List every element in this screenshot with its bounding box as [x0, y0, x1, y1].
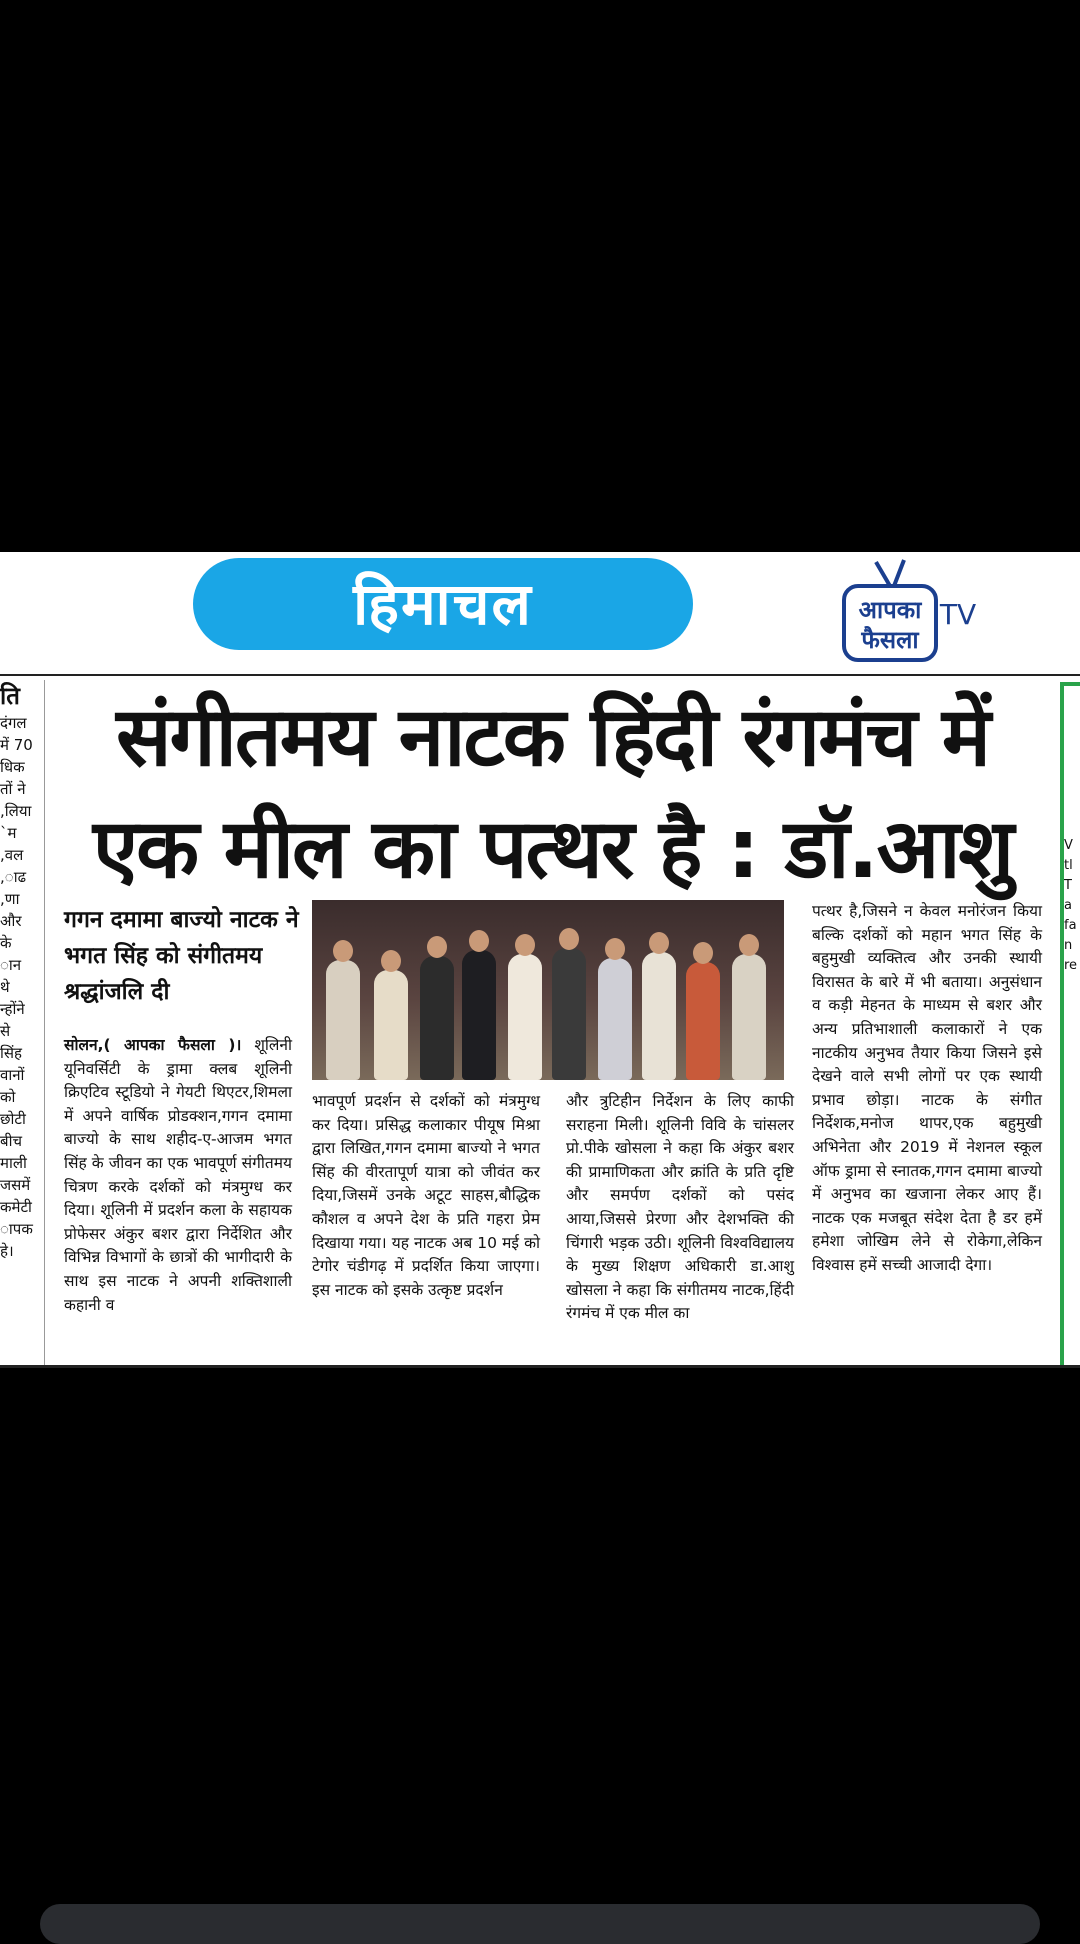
- gesture-bar[interactable]: [40, 1904, 1040, 1944]
- article-headline: संगीतमय नाटक हिंदी रंगमंच में एक मील का पत्थर है : डॉ.आशु: [92, 690, 1013, 897]
- article-column-2: भावपूर्ण प्रदर्शन से दर्शकों को मंत्रमुग्ध कर दिया। प्रसिद्ध कलाकार पीयूष मिश्रा द्वारा लिखित,गगन दमामा बाज्यो ने भगत सिंह की वीरतापूर्ण यात्रा को जीवंत कर दिया,जिसमें उनके अटूट साहस,बौद्धिक कौशल व अपने देश के प्रति गहरा प्रेम दिखाया गया। यह नाटक अब 10 मई को टेगोर चंडीगढ़ में प्रदर्शित किया जाएगा। इस नाटक को इसके उत्कृष्ट प्रदर्शन: [312, 1092, 540, 1299]
- left-fragment-line: म`: [0, 824, 17, 842]
- dateline: सोलन,( आपका फैसला )।: [64, 1036, 242, 1054]
- right-fragment-line: fa: [1064, 918, 1077, 933]
- left-fragment-line: धिक: [0, 758, 25, 776]
- aapka-faisla-tv-logo: [838, 552, 988, 672]
- left-fragment-line: सिंह: [0, 1044, 22, 1062]
- tv-logo-icon: [838, 552, 988, 672]
- right-fragment-line: re: [1064, 958, 1078, 973]
- left-fragment-line: वानों: [0, 1066, 25, 1084]
- left-fragment-line: ाढ,: [0, 868, 27, 886]
- right-edge-fragment: [1058, 682, 1080, 1368]
- right-fragment-line: n: [1064, 938, 1073, 953]
- left-fragment-line: न्होंने: [0, 1000, 25, 1018]
- article-column-4: पत्थर है,जिसने न केवल मनोरंजन किया बल्कि दर्शकों को महान भगत सिंह के बहुमुखी व्यक्तित्व और उनकी स्थायी विरासत के बारे में भी बताया। अनुसंधान व कड़ी मेहनत के माध्यम से बशर और अन्य प्रतिभाशाली कलाकारों ने एक नाटकीय अनुभव तैयार किया जिसने इसे देखने वाले सभी लोगों पर एक स्थायी प्रभाव छोड़ा। नाटक के संगीत निर्देशक,मनोज थापर,एक बहुमुखी अभिनेता और 2019 में नेशनल स्कूल ऑफ ड्रामा से स्नातक,गगन दमामा बाज्यो में अनुभव का खजाना लेकर आए हैं। नाटक एक मजबूत संदेश देता है डर हमें हमेशा जोखिम लेने से रोकेगा,लेकिन विश्वास हमें सच्ची आजादी देगा।: [812, 902, 1042, 1274]
- right-fragment-lines: [1064, 686, 1080, 1366]
- article-subhead: गगन दमामा बाज्यो नाटक ने भगत सिंह को संगीतमय श्रद्धांजलि दी: [64, 907, 299, 1005]
- left-fragment-line: तों ने: [0, 780, 26, 798]
- right-fragment-line: T: [1064, 878, 1072, 893]
- left-article-fragment: [0, 680, 42, 1368]
- left-fragment-line: से: [0, 1022, 11, 1040]
- column-1-text: शूलिनी यूनिवर्सिटी के ड्रामा क्लब शूलिनी क्रिएटिव स्टूडियो ने गेयटी थिएटर,शिमला में अपने वार्षिक प्रोडक्शन,गगन दमामा बाज्यो के साथ शहीद-ए-आजम भगत सिंह के जीवन का एक भावपूर्ण संगीतमय चित्रण करके दर्शकों को मंत्रमुग्ध कर दिया। शूलिनी में प्रदर्शन कला के सहायक प्रोफेसर अंकुर बशर द्वारा निर्देशित और विभिन्न विभागों के छात्रों की भागीदारी के साथ इस नाटक ने अपनी शक्तिशाली कहानी व: [64, 1036, 292, 1314]
- left-fragment-line: छोटी: [0, 1110, 26, 1128]
- left-fragment-line: ान: [0, 956, 22, 974]
- left-fragment-head: ति: [0, 682, 20, 710]
- left-fragment-line: दंगल: [0, 714, 27, 732]
- section-banner: हिमाचल: [193, 558, 693, 650]
- logo-line1: आपका: [858, 596, 922, 624]
- left-fragment-line: कमेटी: [0, 1198, 32, 1216]
- logo-tv: TV: [939, 598, 977, 631]
- left-fragment-line: बीच: [0, 1132, 22, 1150]
- right-fragment-line: tl: [1064, 858, 1073, 873]
- left-fragment-line: थे: [0, 978, 10, 996]
- left-fragment-line: जसमें: [0, 1176, 31, 1194]
- header-rule: [0, 674, 1080, 676]
- column-divider: [44, 680, 45, 1368]
- right-fragment-line: V: [1064, 838, 1073, 853]
- left-fragment-line: वल,: [0, 846, 24, 864]
- bottom-rule: [0, 1365, 1080, 1368]
- left-fragment-line: णा,: [0, 890, 20, 908]
- left-fragment-line: माली: [0, 1154, 27, 1172]
- left-fragment-lines: [0, 712, 42, 1262]
- left-fragment-line: और: [0, 912, 22, 930]
- newspaper-clipping: [0, 552, 1080, 1368]
- left-fragment-line: हे।: [0, 1242, 14, 1260]
- left-fragment-line: ापक: [0, 1220, 33, 1238]
- article-column-1: [64, 1034, 292, 1317]
- right-fragment-line: a: [1064, 898, 1072, 913]
- left-fragment-line: में 70: [0, 736, 33, 754]
- left-fragment-line: के: [0, 934, 12, 952]
- article-photo: [312, 900, 784, 1080]
- logo-line2: फैसला: [861, 626, 919, 654]
- left-fragment-line: लिया,: [0, 802, 32, 820]
- left-fragment-line: को: [0, 1088, 16, 1106]
- article-column-3: और त्रुटिहीन निर्देशन के लिए काफी सराहना मिली। शूलिनी विवि के चांसलर प्रो.पीके खोसला ने कहा कि अंकुर बशर की प्रामाणिकता और क्रांति के प्रति दृष्टि और समर्पण दर्शकों को पसंद आया,जिससे प्रेरणा और देशभक्ति की चिंगारी भड़क उठी। शूलिनी विश्वविद्यालय के मुख्य शिक्षण अधिकारी डा.आशु खोसला ने कहा कि संगीतमय नाटक,हिंदी रंगमंच में एक मील का: [566, 1092, 794, 1323]
